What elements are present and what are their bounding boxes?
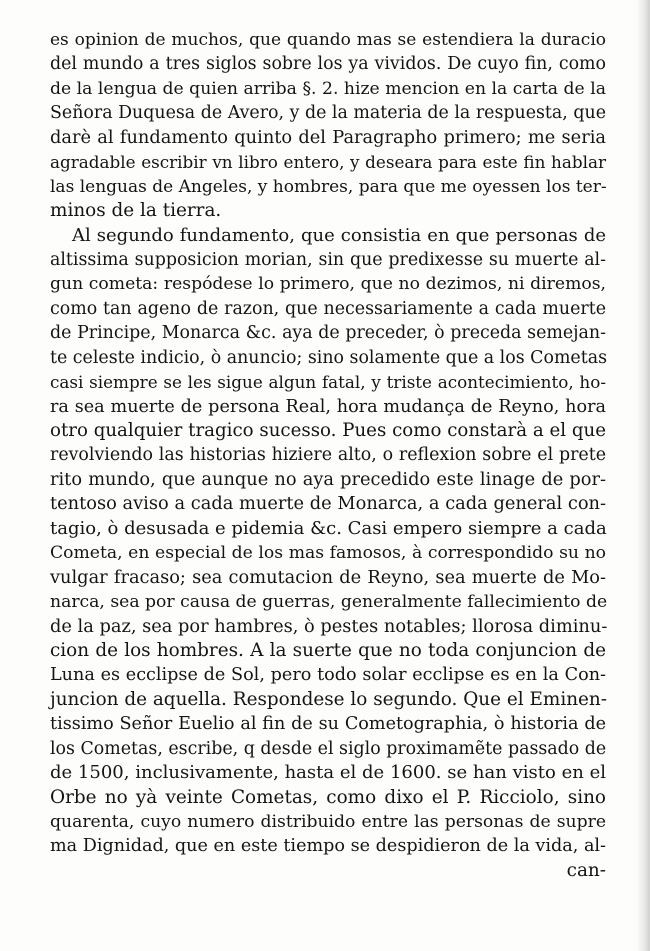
text-line: altissima supposicion morian, sin que predixesse su muerte al-: [50, 249, 606, 270]
text-line: es opinion de muchos, que quando mas se estendiera la duracio: [50, 30, 606, 50]
text-line: las lenguas de Angeles, y hombres, para que me oyessen los ter-: [50, 176, 607, 197]
text-line: de Principe, Monarca &c. aya de preceder, ò preceda semejan-: [50, 323, 606, 344]
text-line: cion de los hombres. A la suerte que no toda conjuncion de: [50, 639, 606, 661]
text-line: de la lengua de quien arriba §. 2. hize mencion en la carta de la: [50, 78, 606, 99]
text-line: tissimo Señor Euelio al fin de su Cometographia, ò historia de: [50, 714, 606, 735]
page-gutter-shadow: [636, 0, 650, 951]
text-line: minos de la tierra.: [50, 200, 222, 222]
text-line: narca, sea por causa de guerras, generalmente fallecimiento de: [50, 592, 608, 613]
text-line: los Cometas, escribe, q desde el siglo proximamẽte passado de: [50, 738, 607, 759]
text-line: rito mundo, que aunque no aya precedido este linage de por-: [50, 468, 606, 490]
text-line: del mundo a tres siglos sobre los ya vividos. De cuyo fin, como: [50, 54, 606, 75]
text-line: otro qualquier tragico sucesso. Pues como constarà a el que: [50, 420, 606, 441]
text-line: agradable escribir vn libro entero, y deseara para este fin hablar: [50, 152, 606, 173]
text-line: quarenta, cuyo numero distribuido entre las personas de supre: [50, 812, 606, 832]
text-line: juncion de aquella. Respondese lo segundo. Que el Eminen-: [50, 688, 607, 710]
text-line: casi siempre se les sigue algun fatal, y triste acontecimiento, ho-: [50, 372, 606, 393]
text-line: de la paz, sea por hambres, ò pestes notables; llorosa diminu-: [50, 615, 608, 637]
text-line: tagio, ò desusada e pidemia &c. Casi empero siempre a cada: [50, 517, 607, 539]
text-line: de 1500, inclusivamente, hasta el de 1600. se han visto en el: [50, 762, 606, 784]
text-line: gun cometa: respódese lo primero, que no dezimos, ni diremos,: [50, 274, 606, 295]
body-text: [50, 28, 606, 883]
catchword: can-: [566, 859, 606, 881]
text-line: Orbe no yà veinte Cometas, como dixo el P. Ricciolo, sino: [50, 786, 606, 808]
text-line: como tan ageno de razon, que necessariamente a cada muerte: [50, 298, 606, 319]
text-line: darè al fundamento quinto del Paragrapho primero; me seria: [50, 126, 606, 148]
text-line: vulgar fracaso; sea comutacion de Reyno, sea muerte de Mo-: [50, 566, 606, 588]
text-line: Luna es ecclipse de Sol, pero todo solar ecclipse es en la Con-: [50, 665, 606, 686]
text-line: Cometa, en especial de los mas famosos, à correspondido su no: [50, 543, 606, 564]
text-line: ma Dignidad, que en este tiempo se despidieron de la vida, al-: [50, 836, 606, 857]
text-line: tentoso aviso a cada muerte de Monarca, a cada general con-: [50, 493, 606, 515]
text-line: ra sea muerte de persona Real, hora mudança de Reyno, hora: [50, 396, 606, 417]
text-line: revolviendo las historias hiziere alto, o reflexion sobre el prete: [50, 445, 606, 466]
text-line: te celeste indicio, ò anuncio; sino solamente que a los Cometas: [50, 347, 608, 368]
text-line: Al segundo fundamento, que consistia en que personas de: [72, 224, 606, 246]
text-line: Señora Duquesa de Avero, y de la materia de la respuesta, que: [50, 103, 606, 124]
